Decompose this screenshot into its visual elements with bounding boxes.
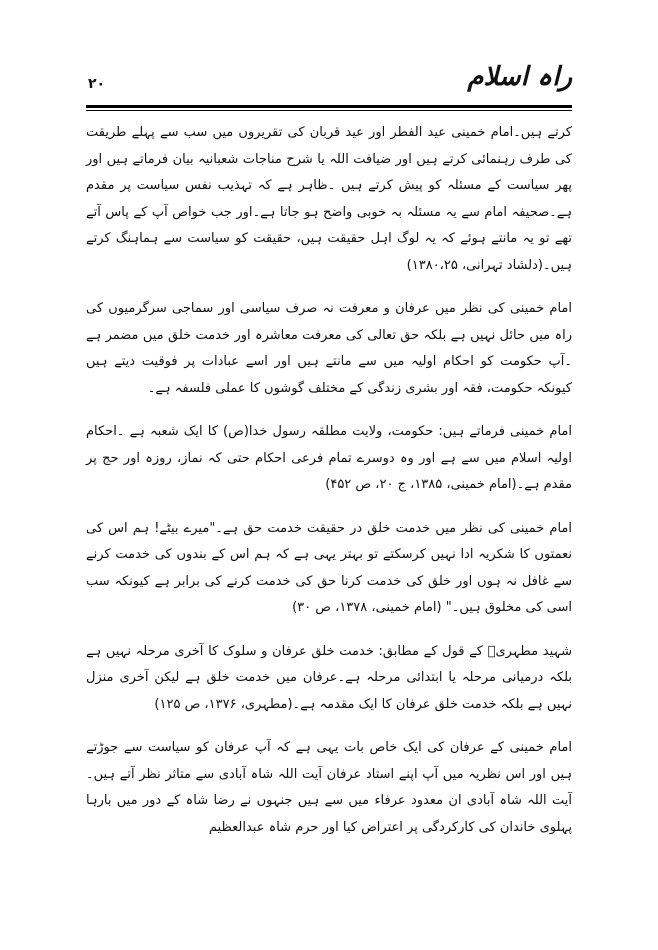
paragraph: شہید مطہریؒ کے قول کے مطابق: خدمت خلق عرفان و سلوک کا آخری مرحلہ نہیں ہے بلکہ درمیانی مرحلہ یا ابتدائی مرحلہ ہے۔عرفان میں خدمت خلق ہے لیکن آخری منزل نہیں ہے بلکہ خدمت خلق عرفان کا ایک مقدمہ ہے۔(مطہری، ۱۳۷۶، ص ۱۲۵) bbox=[86, 643, 572, 712]
paragraph: امام خمینی کے عرفان کی ایک خاص بات یہی ہے کہ آپ عرفان کو سیاست سے جوڑتے ہیں اور اس نظریہ میں آپ اپنے استاد عرفان آیت اللہ شاہ آبادی سے متاثر نظر آتے ہیں۔آیت اللہ شاہ آبادی ان معدود عرفاء میں سے ہیں جنہوں نے رضا شاہ کے دور میں بارہا پہلوی خاندان کی کارکردگی پر اعتراض کیا اور حرم شاہ عبدالعظیم bbox=[86, 740, 572, 835]
paragraph: امام خمینی کی نظر میں عرفان و معرفت نہ صرف سیاسی اور سماجی سرگرمیوں کی راہ میں حائل نہیں ہے بلکہ حق تعالی کی معرفت معاشرہ اور خدمت خلق میں مضمر ہے ۔آپ حکومت کو احکام اولیہ میں سے مانتے ہیں اور اسے عبادات پر فوقیت دیتے ہیں کیونکہ حکومت، فقہ اور بشری زندگی کے مختلف گوشوں کا عملی فلسفہ ہے۔ bbox=[86, 301, 572, 396]
header-rule-thick bbox=[86, 105, 572, 108]
paragraph: امام خمینی فرماتے ہیں: حکومت، ولایت مطلقہ رسول خدا(ص) کا ایک شعبہ ہے ۔احکام اولیہ اسلام میں سے ہے اور وہ دوسرے تمام فرعی احکام حتی کہ نماز، روزہ اور حج پر مقدم ہے۔(امام خمینی، ۱۳۸۵، ج ۲۰، ص ۴۵۲) bbox=[86, 424, 572, 492]
journal-title: راہ اسلام bbox=[467, 62, 572, 92]
article-body bbox=[86, 120, 572, 858]
page-number: ۲۰ bbox=[88, 76, 106, 92]
header-rule-thin bbox=[86, 110, 572, 111]
page-header bbox=[86, 58, 572, 104]
paragraph: امام خمینی کی نظر میں خدمت خلق در حقیقت خدمت حق ہے۔"میرے بیٹے! ہم اس کی نعمتوں کا شکریہ ادا نہیں کرسکتے تو بہتر یہی ہے کہ ہم اس کے بندوں کی خدمت کرنے سے غافل نہ ہوں اور خلق کی خدمت کرنا حق کی خدمت کرنے کی برابر ہے کیونکہ سب اسی کی مخلوق ہیں۔" (امام خمینی، ۱۳۷۸، ص ۳۰) bbox=[86, 520, 572, 615]
paragraph: کرتے ہیں۔امام خمینی عید الفطر اور عید قربان کی تقریروں میں سب سے پہلے طریقت کی طرف رہنمائی کرتے ہیں اور ضیافت اللہ یا شرح مناجات شعبانیہ بیان فرماتے ہیں اور پھر سیاست کے مسئلہ کو پیش کرتے ہیں ۔ظاہر ہے کہ تہذیب نفس سیاست پر مقدم ہے۔صحیفہ امام سے یہ مسئلہ بہ خوبی واضح ہو جاتا ہے۔اور جب خواص آپ کے پاس آتے تھے تو یہ مانتے ہوئے کہ یہ لوگ اہل حقیقت ہیں، حقیقت کو سیاست سے ہماہنگ کرتے ہیں۔(دلشاد تہرانی، ۱۳۸۰،۲۵) bbox=[86, 125, 572, 273]
